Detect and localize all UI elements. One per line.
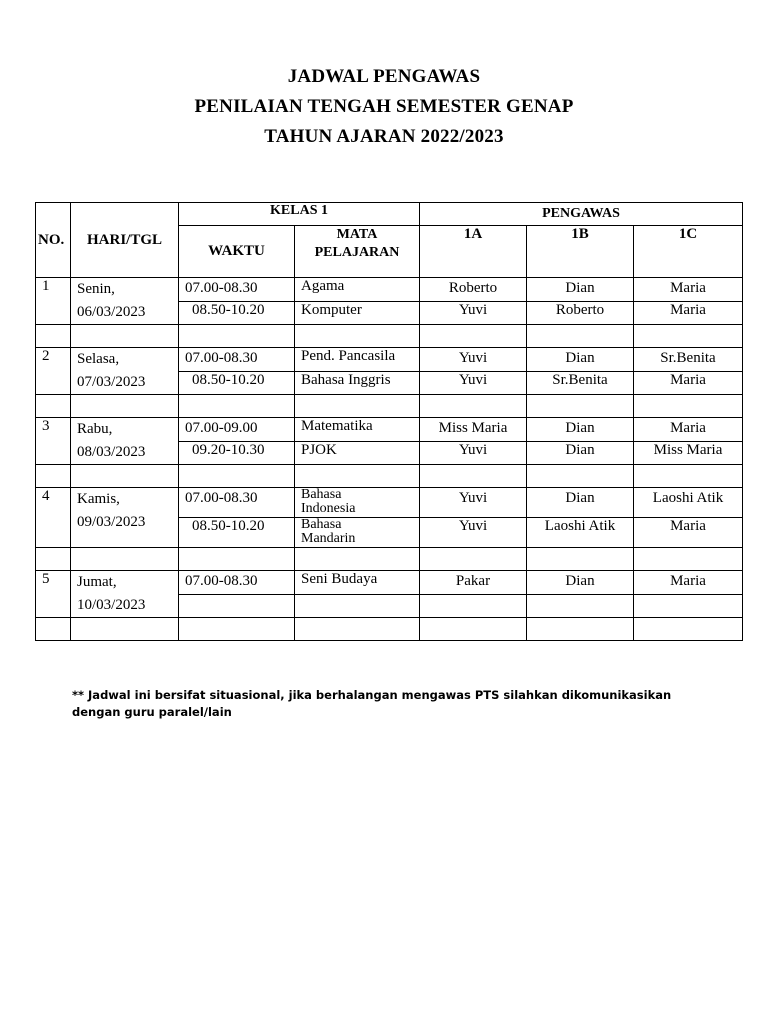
spacer-row — [36, 618, 743, 641]
row-time: 07.00-08.30 — [179, 488, 295, 518]
row-subject: PJOK — [295, 441, 420, 465]
spacer-row — [36, 395, 743, 418]
row-time: 08.50-10.20 — [179, 518, 295, 548]
footnote-line1: ** Jadwal ini bersifat situasional, jika berhalangan mengawas PTS silahkan dikomunikasikan — [72, 688, 672, 702]
header-no: NO. — [36, 203, 71, 278]
row-1c: Maria — [634, 418, 743, 442]
row-day: Kamis, — [77, 491, 120, 507]
row-1c: Miss Maria — [634, 441, 743, 465]
header-1a: 1A — [420, 226, 527, 278]
row-day: Senin, — [77, 281, 115, 297]
spacer-row — [36, 548, 743, 571]
table-row — [36, 571, 743, 595]
row-1a: Yuvi — [420, 488, 527, 518]
header-mapel-line2: PELAJARAN — [314, 245, 400, 260]
title-line-2: PENILAIAN TENGAH SEMESTER GENAP — [194, 96, 574, 117]
row-1b: Dian — [527, 348, 634, 372]
row-no: 2 — [36, 348, 71, 395]
row-date: 06/03/2023 — [77, 304, 146, 320]
table-row — [36, 418, 743, 442]
row-1b: Laoshi Atik — [527, 518, 634, 548]
row-subject-line2: Mandarin — [301, 531, 356, 546]
header-waktu: WAKTU — [179, 226, 295, 278]
row-time: 07.00-08.30 — [179, 571, 295, 595]
row-subject — [295, 488, 420, 518]
row-day: Jumat, — [77, 574, 117, 590]
header-hari-tgl — [71, 203, 179, 278]
header-1c: 1C — [634, 226, 743, 278]
row-subject — [295, 518, 420, 548]
spacer-row — [36, 325, 743, 348]
header-1b: 1B — [527, 226, 634, 278]
row-subject-line1: Bahasa — [301, 487, 342, 502]
row-date: 10/03/2023 — [77, 597, 146, 613]
row-subject: Komputer — [295, 301, 420, 325]
row-1a: Yuvi — [420, 518, 527, 548]
row-date: 07/03/2023 — [77, 374, 146, 390]
row-subject: Agama — [295, 278, 420, 302]
title-line-1: JADWAL PENGAWAS — [287, 66, 481, 87]
row-date: 09/03/2023 — [77, 514, 146, 530]
row-subject: Matematika — [295, 418, 420, 442]
row-no: 1 — [36, 278, 71, 325]
schedule-table — [35, 202, 743, 641]
header-kelas: KELAS 1 — [179, 203, 420, 226]
row-day-date — [71, 571, 179, 618]
row-1c: Laoshi Atik — [634, 488, 743, 518]
title-line-3: TAHUN AJARAN 2022/2023 — [264, 126, 504, 147]
row-1b: Dian — [527, 441, 634, 465]
row-time: 07.00-09.00 — [179, 418, 295, 442]
row-time: 07.00-08.30 — [179, 278, 295, 302]
row-subject: Bahasa Inggris — [295, 371, 420, 395]
row-day: Selasa, — [77, 351, 120, 367]
row-1b: Dian — [527, 571, 634, 595]
row-time: 08.50-10.20 — [179, 371, 295, 395]
row-day-date — [71, 418, 179, 465]
table-row — [36, 348, 743, 372]
row-day: Rabu, — [77, 421, 113, 437]
row-day-date — [71, 348, 179, 395]
row-1b: Roberto — [527, 301, 634, 325]
row-subject-line1: Bahasa — [301, 517, 342, 532]
row-day-date — [71, 278, 179, 325]
row-1b: Dian — [527, 418, 634, 442]
row-1c: Maria — [634, 301, 743, 325]
row-1a: Roberto — [420, 278, 527, 302]
row-subject-line2: Indonesia — [301, 501, 356, 516]
row-1a: Pakar — [420, 571, 527, 595]
row-1a: Miss Maria — [420, 418, 527, 442]
row-no: 4 — [36, 488, 71, 548]
row-no: 5 — [36, 571, 71, 618]
row-1c: Sr.Benita — [634, 348, 743, 372]
row-1a: Yuvi — [420, 371, 527, 395]
row-1a: Yuvi — [420, 441, 527, 465]
header-hari-tgl-label: HARI/TGL — [86, 231, 162, 248]
header-mata-pelajaran — [295, 226, 420, 278]
row-1b: Sr.Benita — [527, 371, 634, 395]
row-1c: Maria — [634, 571, 743, 595]
row-subject: Seni Budaya — [295, 571, 420, 595]
row-day-date — [71, 488, 179, 548]
spacer-row — [36, 465, 743, 488]
row-1c: Maria — [634, 371, 743, 395]
row-subject: Pend. Pancasila — [295, 348, 420, 372]
row-1c: Maria — [634, 278, 743, 302]
header-mapel-line1: MATA — [336, 227, 378, 242]
row-1a: Yuvi — [420, 301, 527, 325]
row-time: 07.00-08.30 — [179, 348, 295, 372]
row-1c: Maria — [634, 518, 743, 548]
footnote-line2: dengan guru paralel/lain — [72, 705, 232, 719]
row-time: 08.50-10.20 — [179, 301, 295, 325]
header-pengawas: PENGAWAS — [420, 203, 743, 226]
row-1a: Yuvi — [420, 348, 527, 372]
table-row — [36, 488, 743, 518]
row-date: 08/03/2023 — [77, 444, 146, 460]
row-no: 3 — [36, 418, 71, 465]
row-1b: Dian — [527, 278, 634, 302]
row-1b: Dian — [527, 488, 634, 518]
table-row — [36, 278, 743, 302]
row-time: 09.20-10.30 — [179, 441, 295, 465]
footnote — [72, 687, 712, 721]
